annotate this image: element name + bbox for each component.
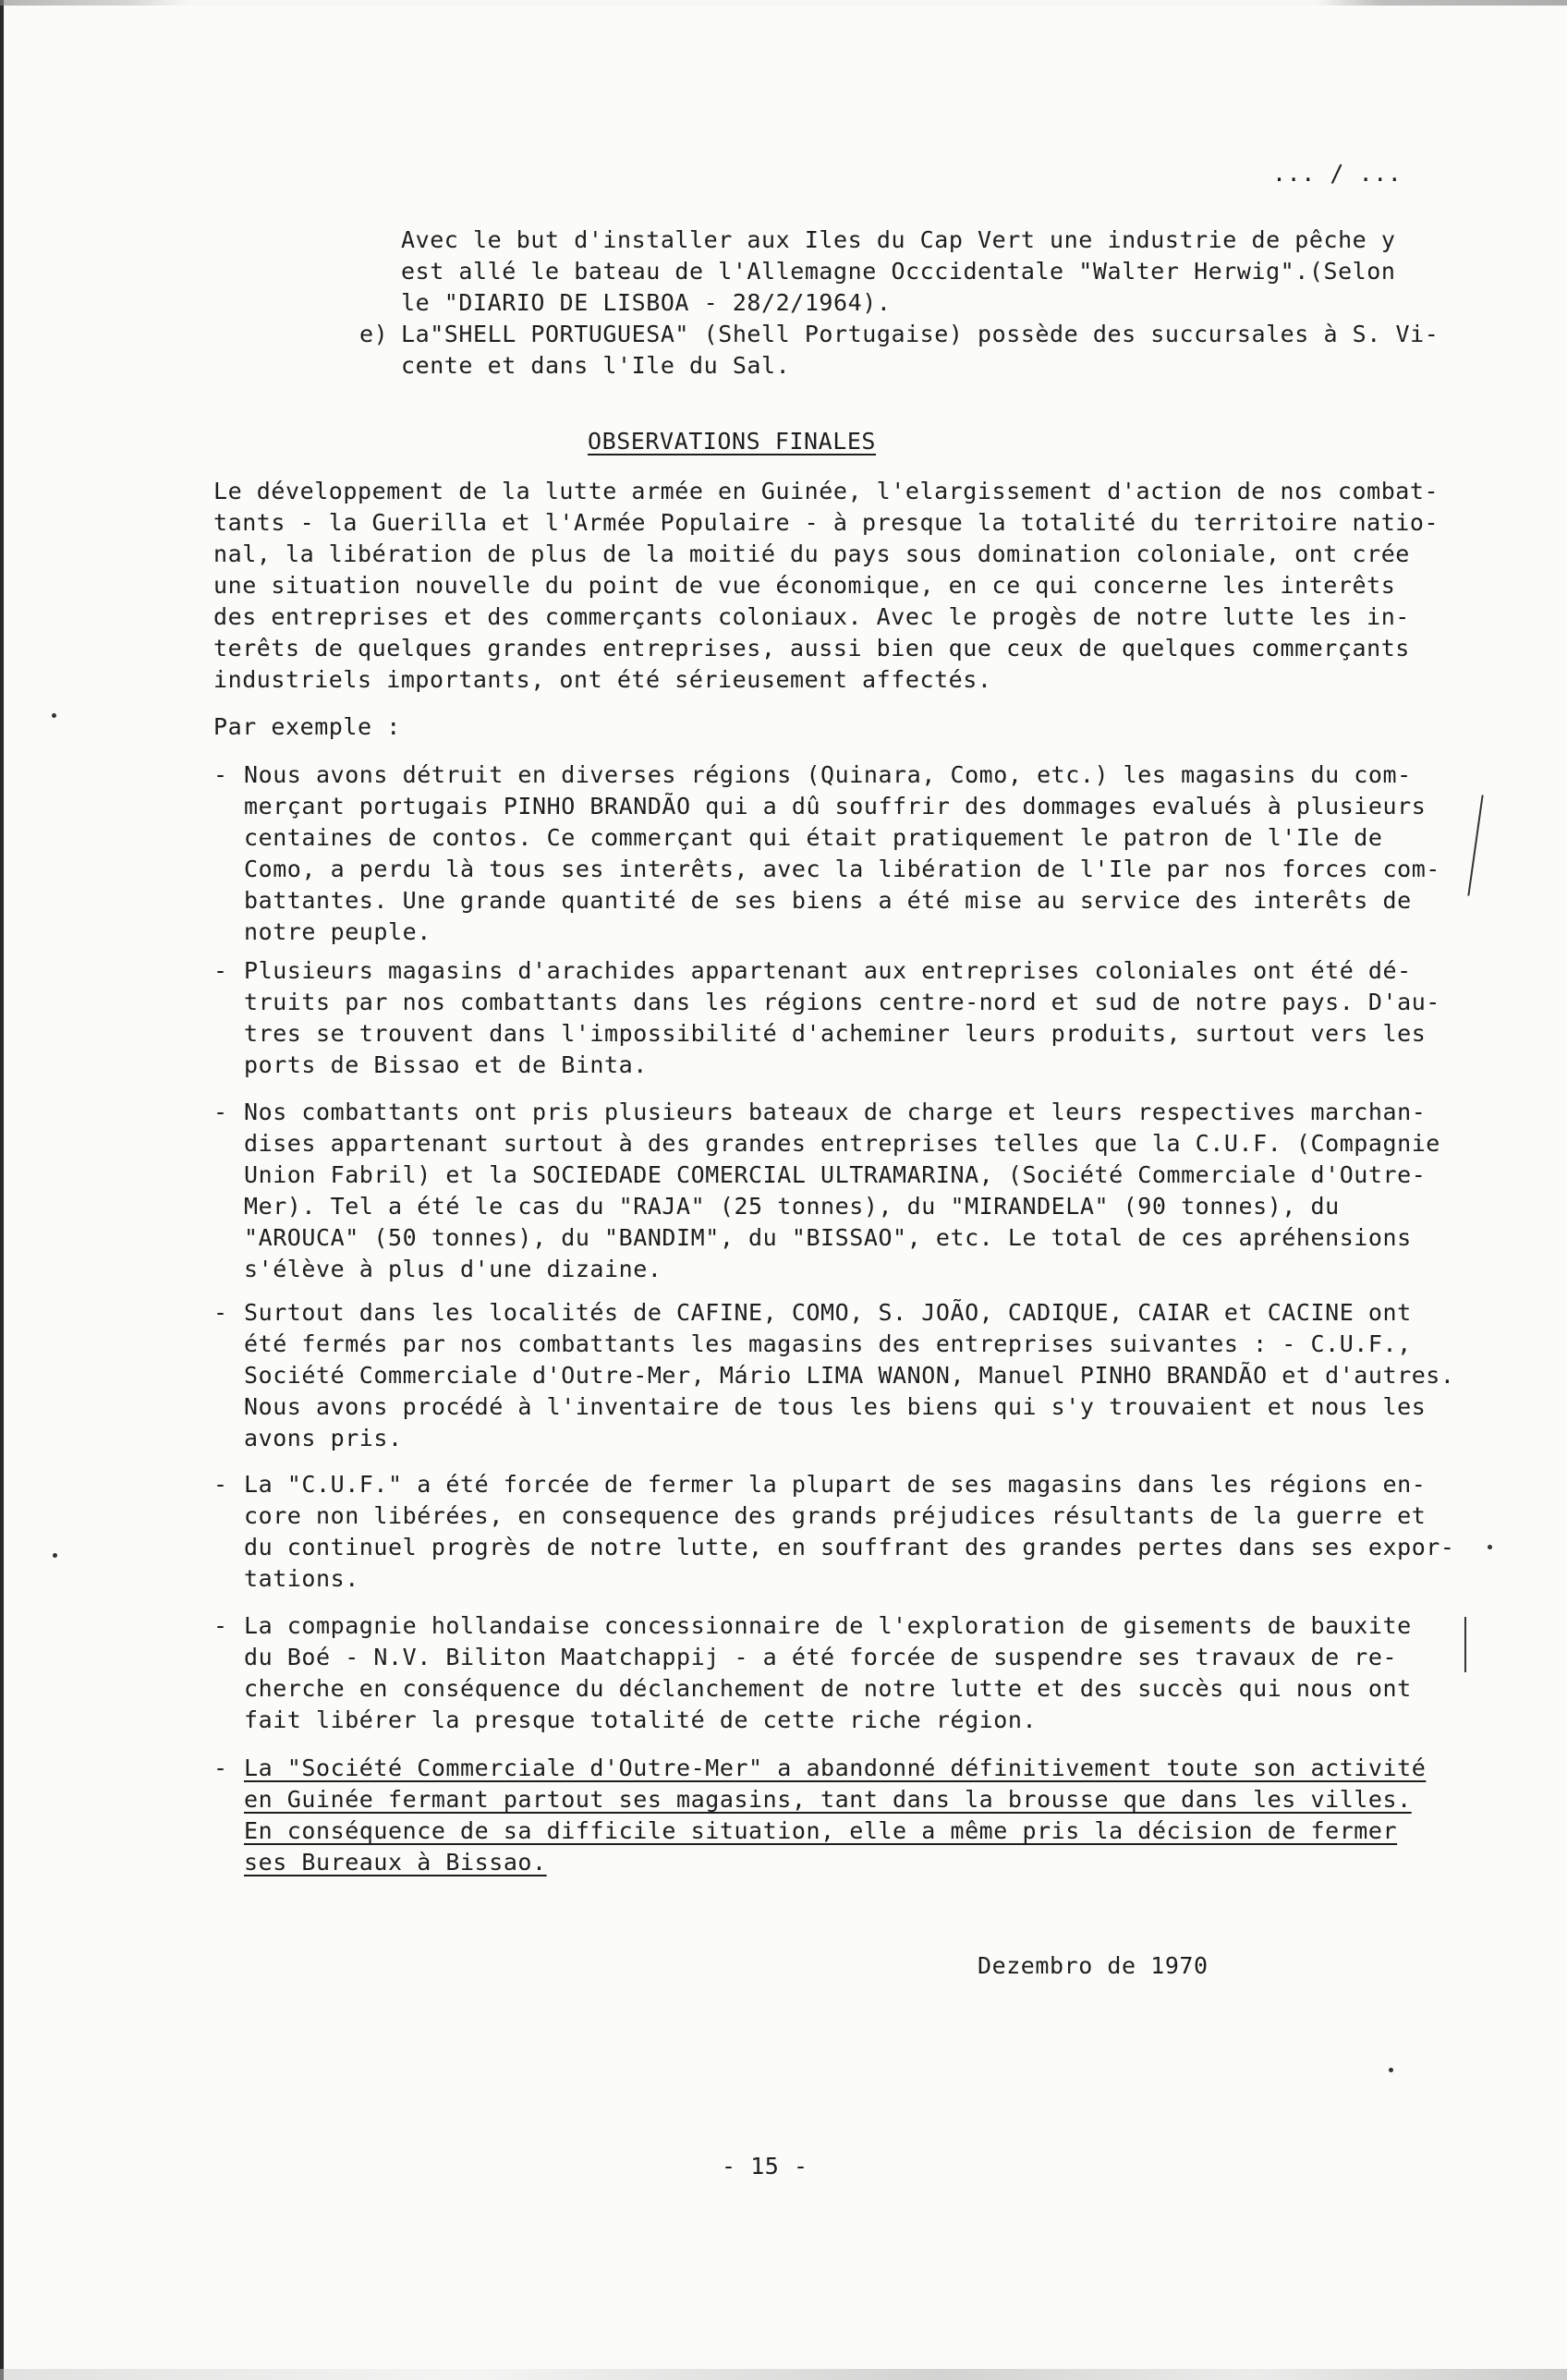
paragraph-line: industriels importants, ont été sérieusement affectés.	[213, 666, 992, 693]
page-number: - 15 -	[722, 2153, 808, 2180]
list-item-line: tres se trouvent dans l'impossibilité d'acheminer leurs produits, surtout vers les	[244, 1020, 1427, 1047]
list-item-line: core non libérées, en consequence des grands préjudices résultants de la guerre et	[244, 1502, 1427, 1529]
document-date: Dezembro de 1970	[978, 1952, 1209, 1979]
list-item-line: Mer). Tel a été le cas du "RAJA" (25 tonnes), du "MIRANDELA" (90 tonnes), du	[244, 1193, 1340, 1220]
list-item-line: du continuel progrès de notre lutte, en souffrant des grandes pertes dans ses expor-	[244, 1534, 1455, 1560]
paragraph-line: des entreprises et des commerçants coloniaux. Avec le progès de notre lutte les in-	[213, 603, 1410, 630]
bullet-dash: -	[213, 761, 228, 788]
bullet-dash: -	[213, 1099, 228, 1125]
intro-line: est allé le bateau de l'Allemagne Occcidentale "Walter Herwig".(Selon	[401, 258, 1396, 285]
bullet-dash: -	[213, 1612, 228, 1639]
list-item-line: du Boé - N.V. Biliton Maatchappij - a été forcée de suspendre ses travaux de re-	[244, 1644, 1398, 1670]
section-heading: OBSERVATIONS FINALES	[588, 428, 877, 455]
bullet-dash: -	[213, 1755, 228, 1781]
item-e-line: La"SHELL PORTUGUESA" (Shell Portugaise) possède des succursales à S. Vi-	[401, 321, 1439, 347]
list-item-line: Nous avons détruit en diverses régions (Quinara, Como, etc.) les magasins du com-	[244, 761, 1412, 788]
list-item-line: notre peuple.	[244, 918, 431, 945]
paragraph-line: nal, la libération de plus de la moitié du pays sous domination coloniale, ont crée	[213, 540, 1410, 567]
scan-speck	[53, 1553, 57, 1558]
list-item-line: La "C.U.F." a été forcée de fermer la plupart de ses magasins dans les régions en-	[244, 1471, 1427, 1498]
list-item-line: "AROUCA" (50 tonnes), du "BANDIM", du "BISSAO", etc. Le total de ces apréhensions	[244, 1224, 1412, 1251]
list-item-line: Société Commerciale d'Outre-Mer, Mário LIMA WANON, Manuel PINHO BRANDÃO et d'autres.	[244, 1362, 1455, 1389]
list-item-line: battantes. Une grande quantité de ses biens a été mise au service des interêts de	[244, 887, 1412, 914]
list-item-line: ses Bureaux à Bissao.	[244, 1849, 547, 1876]
list-item-line: dises appartenant surtout à des grandes entreprises telles que la C.U.F. (Compagnie	[244, 1130, 1440, 1157]
list-item-line: été fermés par nos combattants les magasins des entreprises suivantes : - C.U.F.,	[244, 1330, 1412, 1357]
scan-top-edge	[0, 0, 1567, 6]
item-e-line: cente et dans l'Ile du Sal.	[401, 352, 791, 379]
list-item-line: Nous avons procédé à l'inventaire de tous les biens qui s'y trouvaient et nous les	[244, 1393, 1427, 1420]
list-item-line: Surtout dans les localités de CAFINE, COMO, S. JOÃO, CADIQUE, CAIAR et CACINE ont	[244, 1299, 1412, 1326]
bullet-dash: -	[213, 1471, 228, 1498]
list-item-line: fait libérer la presque totalité de cette riche région.	[244, 1706, 1038, 1733]
list-item-line: s'élève à plus d'une dizaine.	[244, 1256, 662, 1282]
scan-left-edge	[0, 0, 4, 2380]
example-label: Par exemple :	[213, 713, 401, 740]
paragraph-line: une situation nouvelle du point de vue économique, en ce qui concerne les interêts	[213, 572, 1396, 599]
list-item-line: Union Fabril) et la SOCIEDADE COMERCIAL ULTRAMARINA, (Société Commerciale d'Outre-	[244, 1161, 1427, 1188]
list-item-line: La "Société Commerciale d'Outre-Mer" a abandonné définitivement toute son activité	[244, 1755, 1427, 1781]
scan-bottom-edge	[0, 2369, 1567, 2380]
margin-mark	[1467, 795, 1483, 895]
bullet-dash: -	[213, 957, 228, 984]
scan-speck	[1488, 1545, 1492, 1549]
scan-speck	[52, 713, 56, 718]
scan-speck	[1389, 2068, 1393, 2072]
list-item-line: La compagnie hollandaise concessionnaire de l'exploration de gisements de bauxite	[244, 1612, 1412, 1639]
list-item-line: en Guinée fermant partout ses magasins, tant dans la brousse que dans les villes.	[244, 1786, 1412, 1813]
list-item-line: truits par nos combattants dans les régions centre-nord et sud de notre pays. D'au-	[244, 989, 1440, 1015]
list-item-line: Nos combattants ont pris plusieurs bateaux de charge et leurs respectives marchan-	[244, 1099, 1427, 1125]
list-item-line: avons pris.	[244, 1425, 403, 1451]
list-item-line: Como, a perdu là tous ses interêts, avec la libération de l'Ile par nos forces com-	[244, 856, 1440, 882]
intro-line: le "DIARIO DE LISBOA - 28/2/1964).	[401, 289, 892, 316]
bullet-dash: -	[213, 1299, 228, 1326]
paragraph-line: Le développement de la lutte armée en Guinée, l'elargissement d'action de nos combat-	[213, 478, 1439, 504]
paragraph-line: terêts de quelques grandes entreprises, aussi bien que ceux de quelques commerçants	[213, 635, 1410, 662]
list-item-line: centaines de contos. Ce commerçant qui était pratiquement le patron de l'Ile de	[244, 824, 1383, 851]
margin-mark	[1464, 1617, 1466, 1672]
list-item-line: tations.	[244, 1565, 359, 1592]
list-item-line: merçant portugais PINHO BRANDÃO qui a dû souffrir des dommages evalués à plusieurs	[244, 793, 1427, 820]
item-e-marker: e)	[359, 321, 389, 347]
intro-line: Avec le but d'installer aux Iles du Cap Vert une industrie de pêche y	[401, 226, 1396, 253]
list-item-line: En conséquence de sa difficile situation, elle a même pris la décision de fermer	[244, 1817, 1398, 1844]
paragraph-line: tants - la Guerilla et l'Armée Populaire - à presque la totalité du territoire natio-	[213, 509, 1439, 536]
list-item-line: cherche en conséquence du déclanchement de notre lutte et des succès qui nous ont	[244, 1675, 1412, 1702]
list-item-line: Plusieurs magasins d'arachides appartenant aux entreprises coloniales ont été dé-	[244, 957, 1412, 984]
continuation-mark: ... / ...	[1272, 160, 1403, 187]
list-item-line: ports de Bissao et de Binta.	[244, 1051, 648, 1078]
